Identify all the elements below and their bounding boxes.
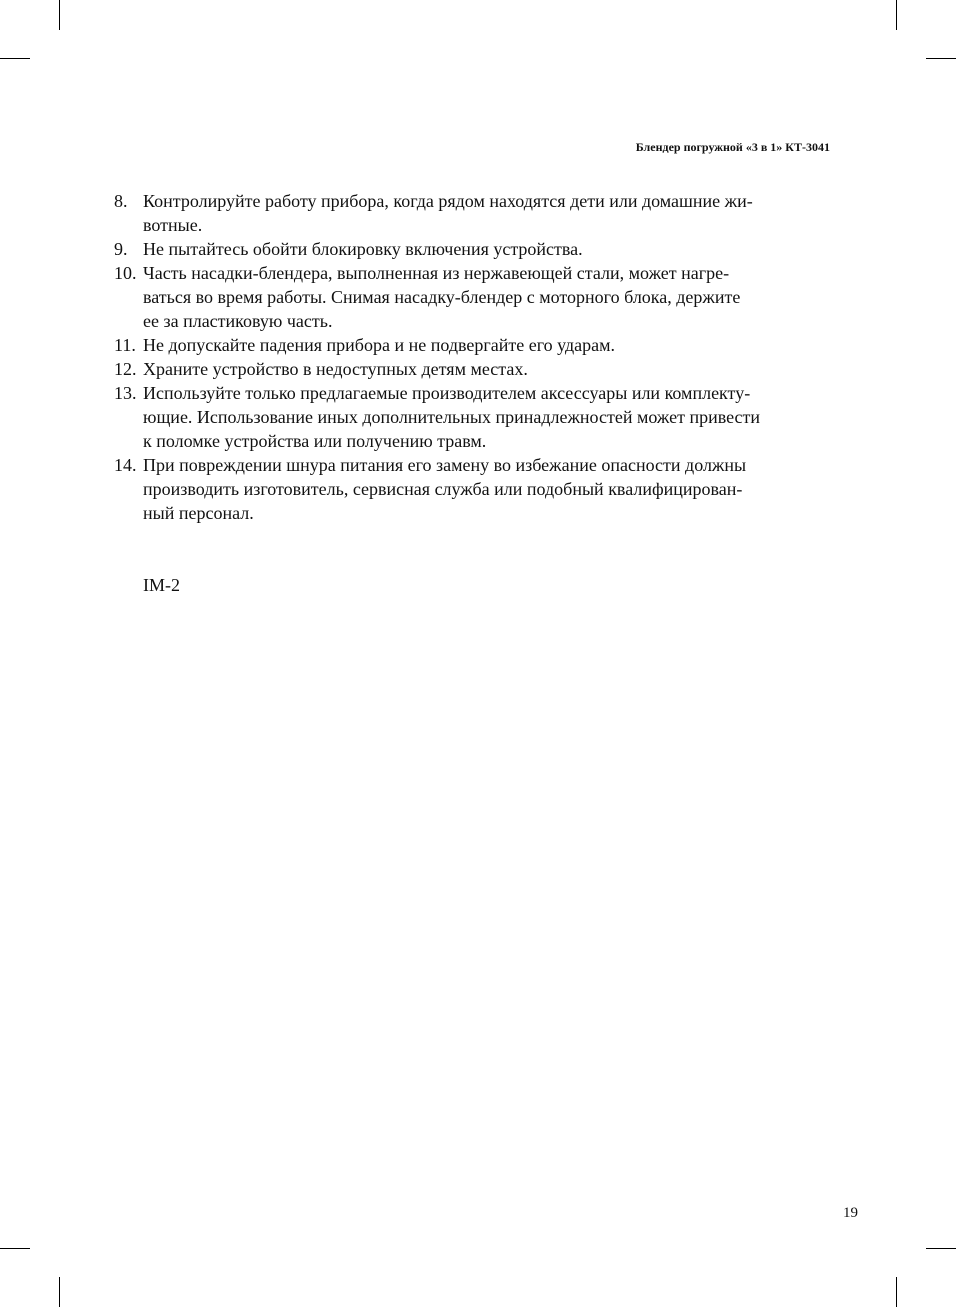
item-line: Не пытайтесь обойти блокировку включения устройства. (143, 239, 583, 259)
item-line: производить изготовитель, сервисная служба или подобный квалифицирован- (143, 479, 743, 499)
item-line: ее за пластиковую часть. (143, 311, 333, 331)
list-item (114, 453, 834, 525)
item-line: к поломке устройства или получению травм. (143, 431, 487, 451)
item-line: вотные. (143, 215, 203, 235)
item-line: ющие. Использование иных дополнительных принадлежностей может привести (143, 407, 761, 427)
item-line: Не допускайте падения прибора и не подвергайте его ударам. (143, 335, 616, 355)
item-number: 14. (114, 455, 137, 475)
crop-mark-top-left (59, 0, 60, 30)
item-line: Храните устройство в недоступных детям местах. (143, 359, 528, 379)
item-line: Контролируйте работу прибора, когда рядом находятся дети или домашние жи- (143, 191, 753, 211)
crop-mark-top-right (896, 0, 897, 30)
list-item (114, 237, 834, 261)
safety-instructions-list (114, 189, 834, 525)
list-item (114, 357, 834, 381)
item-number: 11. (114, 335, 136, 355)
list-item (114, 261, 834, 333)
running-header: Блендер погружной «3 в 1» КТ-3041 (635, 140, 830, 154)
list-item (114, 381, 834, 453)
crop-mark-left-bottom (0, 1248, 30, 1249)
item-line: Используйте только предлагаемые производителем аксессуары или комплекту- (143, 383, 751, 403)
list-item (114, 189, 834, 237)
crop-mark-right-top (926, 58, 956, 59)
item-line: При повреждении шнура питания его замену во избежание опасности должны (143, 455, 747, 475)
item-number: 13. (114, 383, 137, 403)
item-line: ваться во время работы. Снимая насадку-блендер с моторного блока, держите (143, 287, 741, 307)
item-number: 8. (114, 191, 128, 211)
crop-mark-left-top (0, 58, 30, 59)
item-number: 12. (114, 359, 137, 379)
item-line: Часть насадки-блендера, выполненная из нержавеющей стали, может нагре- (143, 263, 730, 283)
crop-mark-right-bottom (926, 1248, 956, 1249)
document-code: IM-2 (143, 575, 180, 595)
list-item (114, 333, 834, 357)
crop-mark-bottom-left (59, 1277, 60, 1307)
crop-mark-bottom-right (896, 1277, 897, 1307)
item-number: 9. (114, 239, 128, 259)
page-number: 19 (843, 1205, 858, 1221)
item-number: 10. (114, 263, 137, 283)
item-line: ный персонал. (143, 503, 254, 523)
